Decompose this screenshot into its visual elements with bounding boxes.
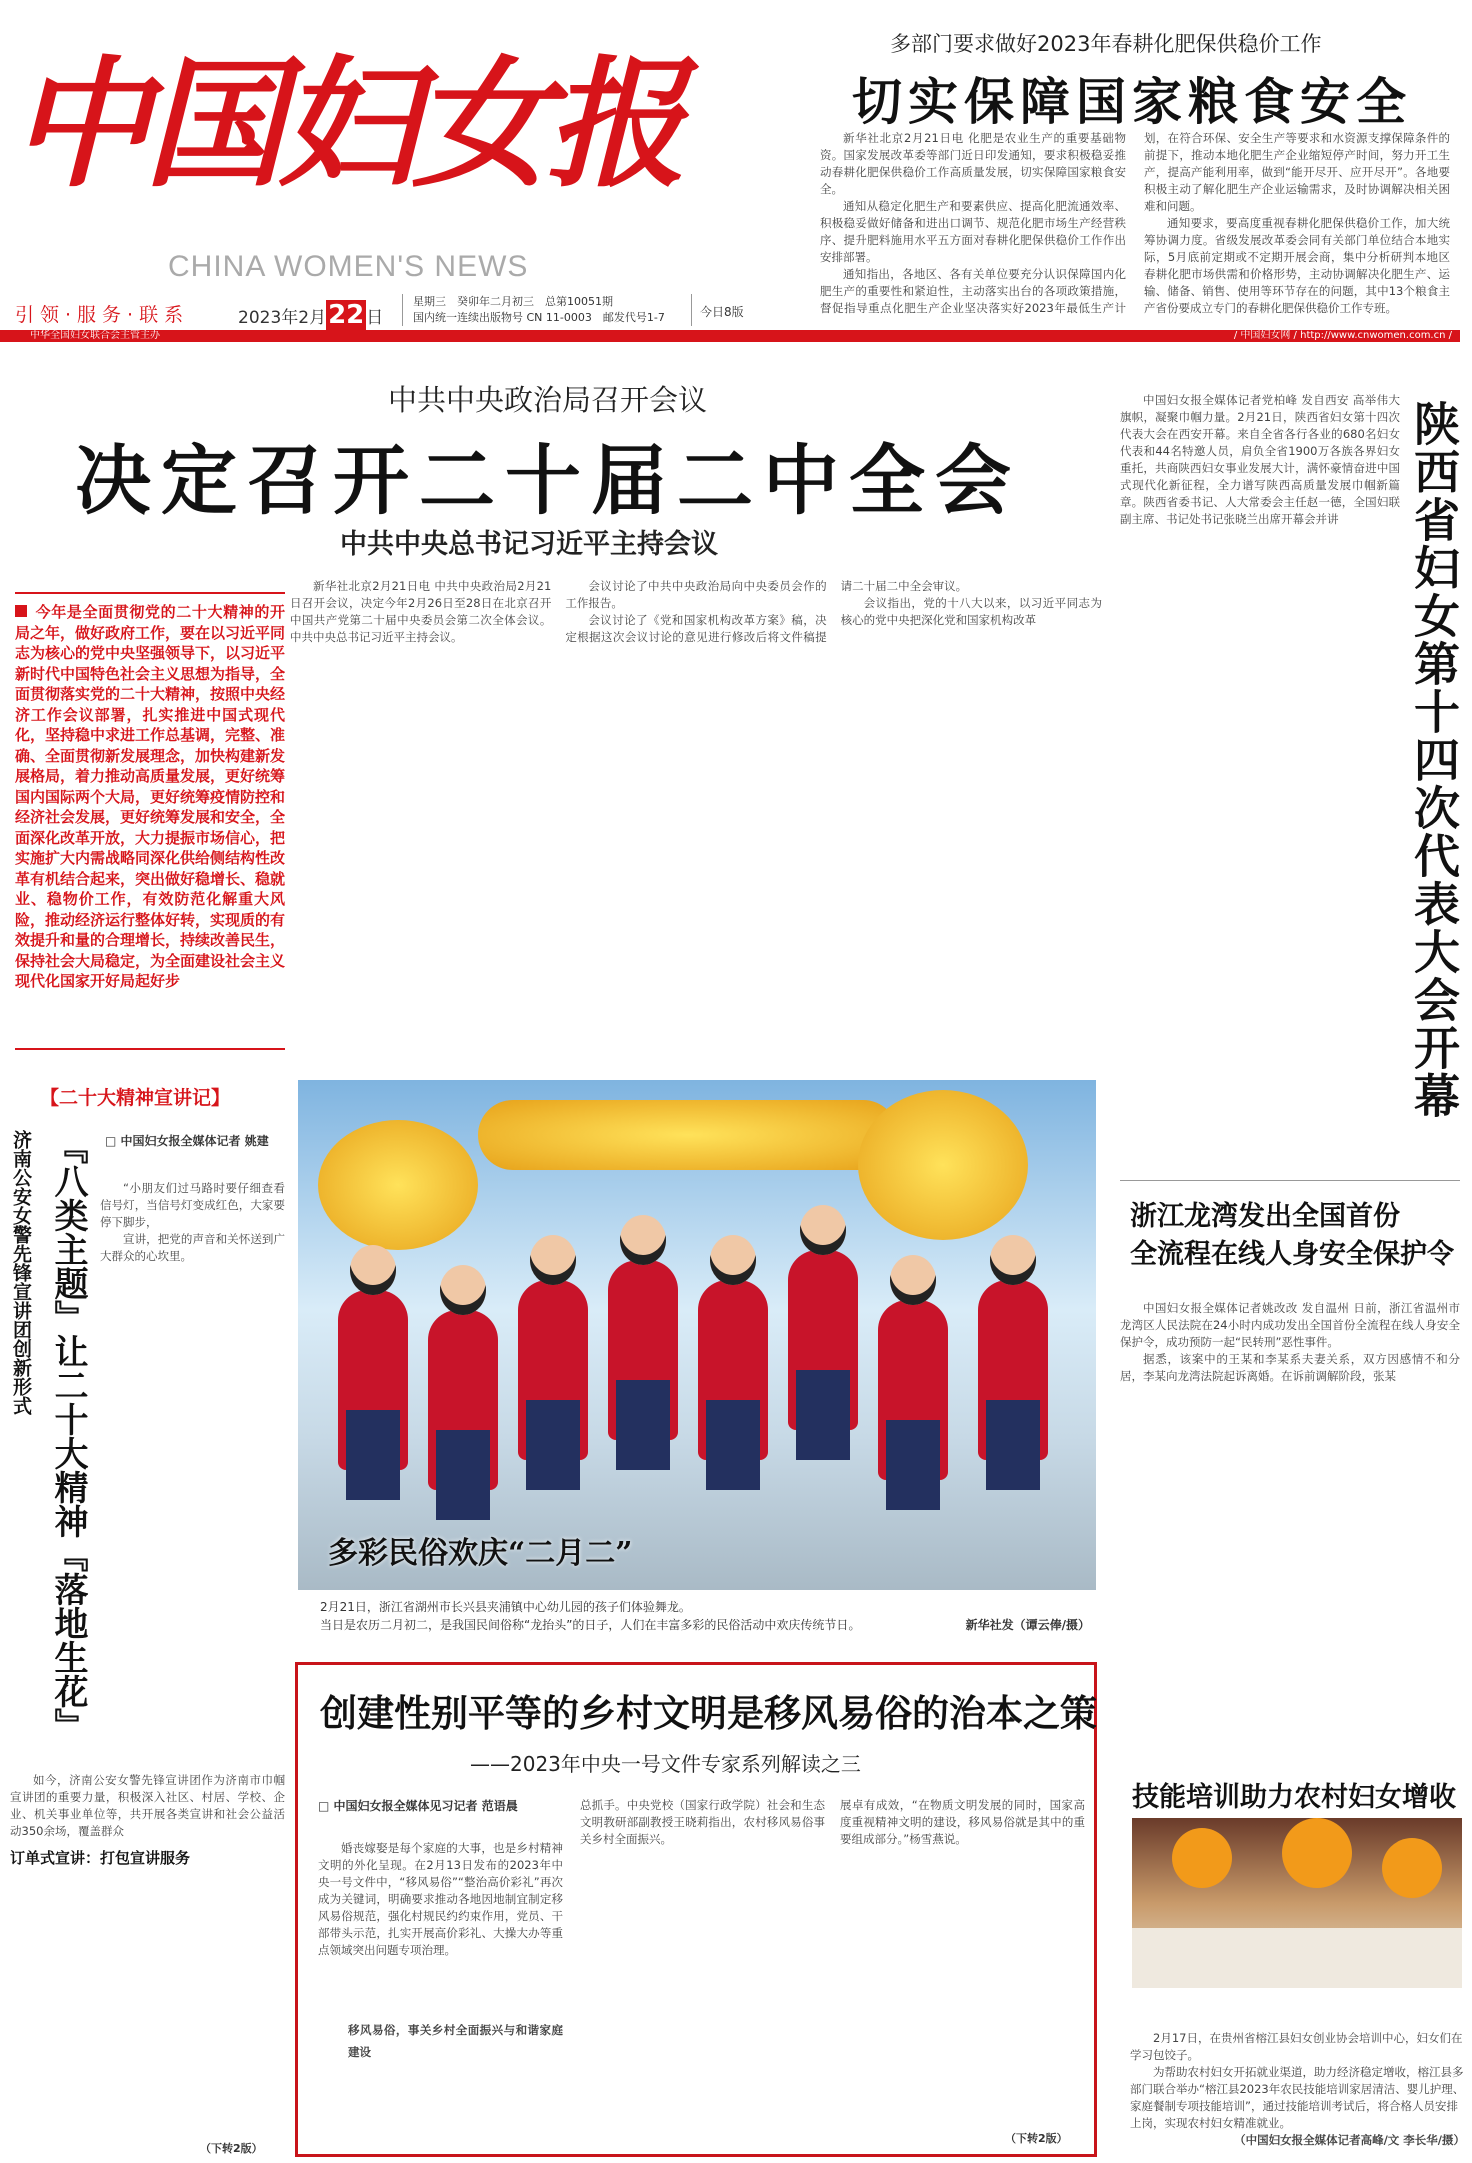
child-figure xyxy=(428,1310,498,1490)
english-name: CHINA WOMEN'S NEWS xyxy=(168,250,529,283)
paragraph: 新华社北京2月21日电 化肥是农业生产的重要基础物资。国家发展改革委等部门近日印发通知，要求积极稳妥推动春耕化肥保供稳价工作高质量发展，切实保障国家粮食安全。 xyxy=(820,131,1126,196)
paragraph: 中国妇女报全媒体记者姚改改 发自温州 日前，浙江省温州市龙湾区人民法院在24小时内成功发出全国首份全流程在线人身安全保护令，成功预防一起“民转刑”恶性事件。 xyxy=(1120,1301,1460,1349)
skills-title: 技能培训助力农村妇女增收 xyxy=(1132,1782,1456,1813)
paragraph: 新华社北京2月21日电 中共中央政治局2月21日召开会议，决定今年2月26日至28日在北京召开中国共产党第二十届中央委员会第二次全体会议。中共中央总书记习近平主持会议。 xyxy=(290,579,552,644)
paragraph: 通知要求，要高度重视春耕化肥保供稳价工作，加大统筹协调力度。省级发展改革委会同有关部门单位结合本地实际，5月底前定期或不定期开展会商，集中分析研判本地区春耕化肥市场供需和价格形势，主动协调解决化肥生产、运输、储备、销售、使用等环节存在的问题，其中13个粮食主产省份要成立专门的春耕化肥保供稳价工作专班。 xyxy=(1144,216,1450,315)
caption-text: 为帮助农村妇女开拓就业渠道，助力经济稳定增收，榕江县多部门联合举办“榕江县2023年农民技能培训家居清洁、婴儿护理、家庭餐制专项技能培训”，通过技能培训考试后，将合格人员安排上岗，实现农村妇女精准就业。 xyxy=(1130,2065,1465,2130)
photo-credit: 新华社发（谭云俸/摄） xyxy=(965,1618,1090,1632)
continued-note: （下转2版） xyxy=(1005,2132,1068,2145)
lead-subtitle: 中共中央总书记习近平主持会议 xyxy=(340,529,718,560)
paragraph: 通知从稳定化肥生产和要素供应、提高化肥流通效率、积极稳妥做好储备和进出口调节、规范化肥市场生产经营秩序、提升肥料施用水平五方面对春耕化肥保供稳价工作作出安排部署。 xyxy=(820,199,1126,264)
dragon-dance-photo xyxy=(298,1080,1096,1590)
photo-overlay-title: 多彩民俗欢庆“二月二” xyxy=(328,1536,633,1571)
child-figure xyxy=(698,1280,768,1460)
rural-col-2 xyxy=(580,1797,825,2147)
rural-title: 创建性别平等的乡村文明是移风易俗的治本之策 xyxy=(320,1691,1097,1735)
paragraph: 如今，济南公安女警先锋宣讲团作为济南市巾帼宣讲团的重要力量，积极深入社区、村居、学校、企业、机关事业单位等，共开展各类宣讲和社会公益活动350余场，覆盖群众 xyxy=(10,1773,285,1838)
column-label: 【二十大精神宣讲记】 xyxy=(40,1087,231,1109)
table-shape xyxy=(1132,1928,1462,1988)
lead-kicker: 中共中央政治局召开会议 xyxy=(388,383,708,417)
caption-text: 当日是农历二月初二，是我国民间俗称“龙抬头”的日子，人们在丰富多彩的民俗活动中欢庆传统节日。 xyxy=(320,1618,861,1632)
paragraph: 婚丧嫁娶是每个家庭的大事，也是乡村精神文明的外化呈现。在2月13日发布的2023年中央一号文件中，“移风易俗”“整治高价彩礼”再次成为关键词，明确要求推动各地因地制宜制定移风易俗规范，强化村规民约约束作用，党员、干部带头示范，扎实开展高价彩礼、大操大办等重点领域突出问题专项治理。 xyxy=(318,1841,563,1957)
grain-body xyxy=(820,130,1450,326)
skills-caption xyxy=(1130,2030,1465,2149)
lecture-body-lower xyxy=(10,1772,285,2132)
rural-byline: □ 中国妇女报全媒体见习记者 范语晨 xyxy=(318,1799,518,1813)
grain-title: 切实保障国家粮食安全 xyxy=(852,72,1412,131)
dragon-head-shape xyxy=(858,1090,1028,1240)
child-figure xyxy=(878,1300,948,1480)
page-count: 今日8版 xyxy=(700,305,744,319)
info-line: 星期三 癸卯年二月初三 总第10051期 xyxy=(413,295,613,308)
dragon-head-shape xyxy=(318,1120,478,1250)
photo-credit: （中国妇女报全媒体记者高峰/文 李长华/摄） xyxy=(1234,2133,1465,2147)
lead-summary xyxy=(15,592,285,1050)
lecture-title: 『八类主题』让二十大精神『落地生花』 xyxy=(48,1130,88,1742)
paragraph: 中国妇女报全媒体记者党柏峰 发自西安 高举伟大旗帜，凝聚巾帼力量。2月21日，陕西省妇女第十四次代表大会在西安开幕。来自全省各行各业的680名妇女代表和44名特邀人员，肩负全省1900万各族各界妇女重托，共商陕西妇女事业发展大计，满怀豪情奋进中国式现代化新征程，全力谱写陕西高质量发展巾帼新篇章。陕西省委书记、人大常委会主任赵一德，全国妇联副主席、书记处书记张晓兰出席开幕会并讲 xyxy=(1120,393,1400,526)
chef-hat-shape xyxy=(1172,1828,1232,1888)
paragraph: 会议指出，党的十八大以来，以习近平同志为核心的党中央把深化党和国家机构改革 xyxy=(840,596,1102,627)
chef-hat-shape xyxy=(1282,1818,1352,1888)
zhejiang-title xyxy=(1130,1198,1454,1274)
summary-text: 今年是全面贯彻党的二十大精神的开局之年，做好政府工作，要在以习近平同志为核心的党中央坚强领导下，以习近平新时代中国特色社会主义思想为指导，全面贯彻落实党的二十大精神，按照中央经济工作会议部署，扎实推进中国式现代化，坚持稳中求进工作总基调，完整、准确、全面贯彻新发展理念，加快构建新发展格局，着力推动高质量发展，更好统筹国内国际两个大局，更好统筹疫情防控和经济社会发展，更好统筹发展和安全，全面深化改革开放，大力提振市场信心，把实施扩大内需战略同深化供给侧结构性改革有机结合起来，突出做好稳增长、稳就业、稳物价工作，有效防范化解重大风险，推动经济运行整体好转，实现质的有效提升和量的合理增长，持续改善民生，保持社会大局稳定，为全面建设社会主义现代化国家开好局起好步 xyxy=(15,603,285,990)
sponsor-bar: 中华全国妇女联合会主管主办 xyxy=(0,330,772,342)
zhejiang-body xyxy=(1120,1300,1460,1760)
rural-subhead: 移风易俗，事关乡村全面振兴与和谐家庭建设 xyxy=(348,2023,563,2059)
date-prefix: 2023年2月 xyxy=(238,308,327,328)
lecture-byline: □ 中国妇女报全媒体记者 姚建 xyxy=(105,1134,269,1148)
lecture-body xyxy=(100,1180,285,1765)
dragon-body-shape xyxy=(478,1100,898,1170)
lecture-subhead: 订单式宣讲：打包宣讲服务 xyxy=(10,1849,191,1867)
paragraph: 总抓手。中央党校（国家行政学院）社会和生态文明教研部副教授王晓莉指出，农村移风易俗事关乡村全面振兴。 xyxy=(580,1798,825,1846)
shaanxi-title: 陕西省妇女第十四次代表大会开幕 xyxy=(1407,400,1461,1120)
rural-subtitle: ——2023年中央一号文件专家系列解读之三 xyxy=(470,1752,861,1776)
child-figure xyxy=(608,1260,678,1440)
paragraph: 通知指出，各地区、各有关单位要充分认识保障国内化肥生产的重要性和紧迫性，主动落实出台的各项政策措施，督促指导重点化肥生产企业坚决落实好2023年最低生产计划，在符合环保、安全生产等要求和水资源支撑保障条件的前提下，推动本地化肥生产企业缩短停产时间，努力开工生产，提高产能利用率，做到“能开尽开、应开尽开”。各地要积极主动了解化肥生产企业运输需求，及时协调解决相关困难和问题。 xyxy=(820,131,1450,315)
child-figure xyxy=(978,1280,1048,1460)
child-figure xyxy=(788,1250,858,1430)
slogan: 引领·服务·联系 xyxy=(15,304,190,326)
skills-photo xyxy=(1132,1818,1462,1988)
paragraph: 会议讨论了《党和国家机构改革方案》稿，决定根据这次会议讨论的意见进行修改后将文件稿提请二十届二中全会审议。 xyxy=(565,579,968,644)
lead-title: 决定召开二十届二中全会 xyxy=(75,436,1021,525)
child-figure xyxy=(338,1290,408,1470)
rural-col-3 xyxy=(840,1797,1085,2117)
paragraph: 宣讲，把党的声音和关怀送到广大群众的心坎里。 xyxy=(100,1232,285,1263)
lead-body xyxy=(290,578,1102,1048)
paragraph: 会议讨论了中共中央政治局向中央委员会作的工作报告。 xyxy=(565,579,827,610)
caption-text: 2月21日，浙江省湖州市长兴县夹浦镇中心幼儿园的孩子们体验舞龙。 xyxy=(320,1600,691,1614)
date-suffix: 日 xyxy=(366,308,384,328)
date-day: 22 xyxy=(328,300,365,330)
title-line: 全流程在线人身安全保护令 xyxy=(1130,1239,1454,1270)
divider xyxy=(1120,1180,1460,1181)
issue-date xyxy=(238,300,383,330)
bullet-square-icon xyxy=(15,605,27,617)
newspaper-logo: 中国妇女报 xyxy=(10,43,681,207)
paragraph: “小朋友们过马路时要仔细查看信号灯，当信号灯变成红色，大家要停下脚步， xyxy=(100,1181,285,1229)
info-line: 国内统一连续出版物号 CN 11-0003 邮发代号1-7 xyxy=(413,311,665,324)
lecture-side-title: 济南公安女警先锋宣讲团创新形式 xyxy=(10,1130,32,1415)
paragraph: 据悉，该案中的王某和李某系夫妻关系，双方因感情不和分居，李某向龙湾法院起诉离婚。在诉前调解阶段，张某 xyxy=(1120,1352,1460,1383)
title-line: 浙江龙湾发出全国首份 xyxy=(1130,1201,1400,1232)
website-link[interactable]: / 中国妇女网 / http://www.cnwomen.com.cn / xyxy=(772,330,1460,342)
child-figure xyxy=(518,1280,588,1460)
photo-caption xyxy=(320,1598,1090,1634)
continued-note: （下转2版） xyxy=(200,2142,263,2155)
shaanxi-body xyxy=(1120,392,1400,1152)
grain-kicker: 多部门要求做好2023年春耕化肥保供稳价工作 xyxy=(890,32,1322,56)
caption-text: 2月17日，在贵州省榕江县妇女创业协会培训中心，妇女们在学习包饺子。 xyxy=(1130,2031,1463,2062)
chef-hat-shape xyxy=(1382,1838,1442,1898)
rural-col-1 xyxy=(318,1840,563,2140)
issue-info xyxy=(402,294,692,326)
paragraph: 展卓有成效，“在物质文明发展的同时，国家高度重视精神文明的建设，移风易俗就是其中的重要组成部分。”杨雪燕说。 xyxy=(840,1798,1085,1846)
